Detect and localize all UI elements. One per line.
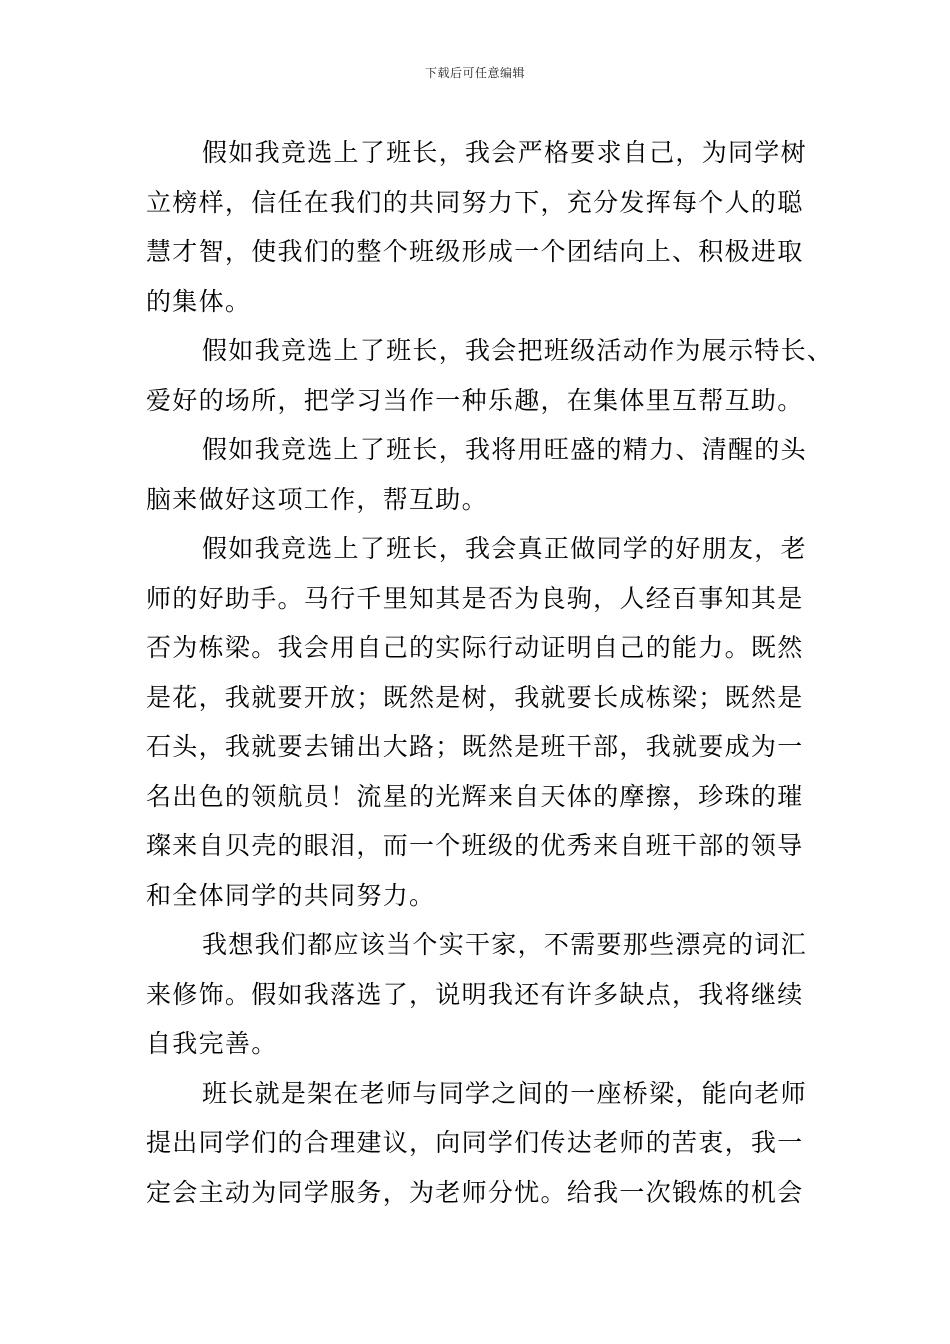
text-line: 假如我竞选上了班长，我会严格要求自己，为同学树 <box>202 138 807 167</box>
page-header: 下载后可任意编辑 <box>424 66 525 80</box>
text-line: 石头，我就要去铺出大路；既然是班干部，我就要成为一 <box>146 732 804 761</box>
text-line: 假如我竞选上了班长，我会把班级活动作为展示特长、 <box>202 336 834 365</box>
text-line: 立榜样，信任在我们的共同努力下，充分发挥每个人的聪 <box>146 187 804 217</box>
text-line: 是花，我就要开放；既然是树，我就要长成栋梁；既然是 <box>146 682 804 712</box>
text-line: 自我完善。 <box>146 1029 278 1058</box>
text-line: 假如我竞选上了班长，我会真正做同学的好朋友，老 <box>202 534 807 563</box>
text-line: 假如我竞选上了班长，我将用旺盛的精力、清醒的头 <box>202 435 807 464</box>
text-line: 我想我们都应该当个实干家，不需要那些漂亮的词汇 <box>202 930 807 959</box>
text-line: 和全体同学的共同努力。 <box>146 880 436 910</box>
text-line: 名出色的领航员！流星的光辉来自天体的摩擦，珍珠的璀 <box>146 781 804 811</box>
text-line: 定会主动为同学服务，为老师分忧。给我一次锻炼的机会 <box>146 1177 804 1207</box>
text-line: 的集体。 <box>146 286 252 316</box>
document-body <box>146 128 834 1217</box>
text-line: 否为栋梁。我会用自己的实际行动证明自己的能力。既然 <box>146 633 804 662</box>
text-line: 来修饰。假如我落选了，说明我还有许多缺点，我将继续 <box>146 979 804 1009</box>
text-line: 脑来做好这项工作，帮互助。 <box>146 484 488 514</box>
text-line: 爱好的场所，把学习当作一种乐趣，在集体里互帮互助。 <box>146 385 804 415</box>
text-line: 慧才智，使我们的整个班级形成一个团结向上、积极进取 <box>146 237 804 266</box>
text-line: 师的好助手。马行千里知其是否为良驹，人经百事知其是 <box>146 583 804 613</box>
text-line: 璨来自贝壳的眼泪，而一个班级的优秀来自班干部的领导 <box>146 831 804 860</box>
text-line: 提出同学们的合理建议，向同学们传达老师的苦衷，我一 <box>146 1128 804 1157</box>
text-line: 班长就是架在老师与同学之间的一座桥梁，能向老师 <box>202 1078 807 1108</box>
